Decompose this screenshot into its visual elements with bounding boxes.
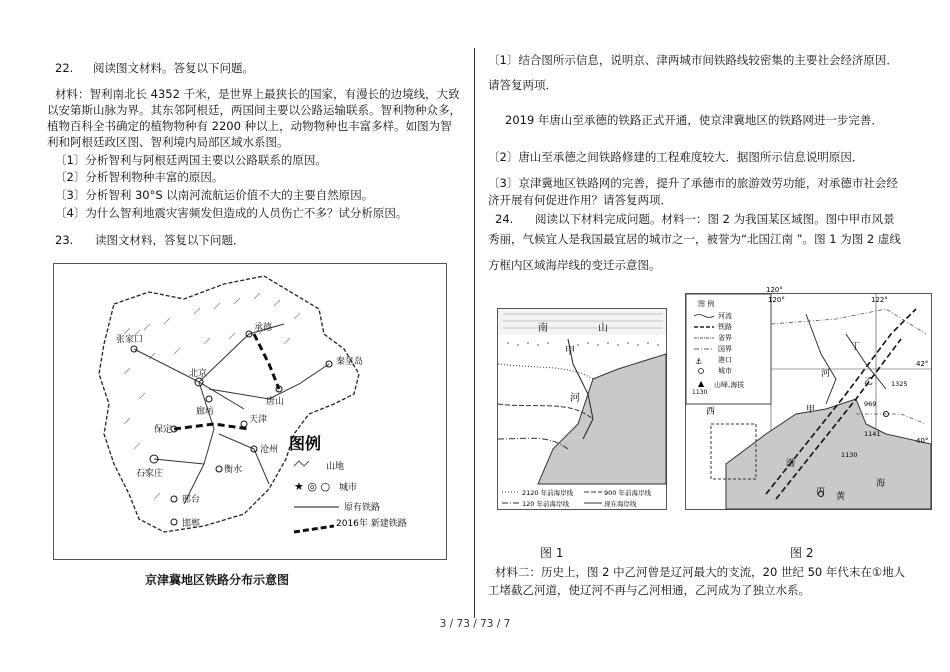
fig1-dots <box>507 342 659 346</box>
q22-sub-2: 〔2〕分析智利物种丰富的原因。 <box>55 170 224 184</box>
fig1-coast-2120 <box>498 364 593 379</box>
q22-sub-3: 〔3〕分析智利 30°S 以南河流航运价值不大的主要自然原因。 <box>55 188 374 202</box>
fig1-sea <box>538 354 666 484</box>
q23-title: 读图文材料，答复以下问题． <box>95 233 245 247</box>
fig2-legend-title: 图 例 <box>698 300 715 308</box>
q23-sub-2: 〔2〕唐山至承德之间铁路修建的工程难度较大．据图所示信息说明原因． <box>488 150 864 164</box>
q24-line-3: 方框内区域海岸线的变迁示意图。 <box>488 258 661 272</box>
legend-new-rail-line <box>294 526 334 532</box>
q24-line-2: 秀丽，气候宜人是我国最宜居的城市之一，被誉为“北国江南 ”。图 1 为图 2 虚线 <box>488 232 901 246</box>
fig2-label-xi: 西 <box>706 407 716 417</box>
label-tianjin: 天津 <box>249 415 268 425</box>
q22-material-line-3: 植物百科全书确定的植物物种有 2200 种以上，动物物种也丰富多样。如图为智 <box>47 119 452 133</box>
fig2-label-yi: 乙 <box>864 377 874 387</box>
material-2-line-1: 材料二：历史上，图 2 中乙河曾是辽河最大的支流，20 世纪 50 年代末在①地人 <box>495 565 906 579</box>
figure-2-svg <box>686 286 931 509</box>
fig2-legend-river: 河流 <box>718 312 732 320</box>
fig2-legend-port: 港口 <box>718 356 732 364</box>
fig2-lon-120: 120° <box>766 286 783 294</box>
q24-number: 24. <box>495 212 514 226</box>
fig1-label-nan: 南 <box>538 323 548 334</box>
legend-mountain: 山地 <box>326 462 345 472</box>
q23-number: 23. <box>55 233 74 247</box>
fig1-legend-120: 120 年前海岸线 <box>522 500 569 508</box>
fig2-legend-peak-sample: 1130 <box>692 389 708 396</box>
label-hengshui: 衡水 <box>224 465 243 475</box>
fig1-legend-now: 现在海岸线 <box>604 500 637 508</box>
fig2-lat2-label: 40° <box>916 437 929 445</box>
q24-line-1: 阅读以下材料完成问题。材料一：图 2 为我国某区域图。图中甲市风景 <box>535 212 895 226</box>
fig2-legend-province: 省界 <box>718 334 732 342</box>
fig2-peak-1141: 1141 <box>864 430 881 438</box>
fig1-mountain-area <box>498 309 666 335</box>
material-2-line-2: 工堵截乙河道，使辽河不再与乙河相通，乙河成为了独立水系。 <box>488 583 810 597</box>
label-langfang: 廊坊 <box>196 407 215 417</box>
figure-1-svg <box>498 309 666 509</box>
fig2-label-hai: 海 <box>876 479 886 489</box>
fig2-label-ding: 丁 <box>851 342 861 352</box>
fig2-peak-969: 969 <box>864 400 877 408</box>
label-shijiazhuang: 石家庄 <box>136 469 164 479</box>
fig1-label-he: 河 <box>570 393 580 404</box>
fig2-label-huang: 黄 <box>836 492 846 502</box>
q23-sub-1b: 请答复两项． <box>488 78 557 92</box>
q23-sub-3b: 济开展有何促进作用？请答复两项． <box>488 193 672 207</box>
label-cangzhou: 沧州 <box>260 445 279 455</box>
figure-2 <box>685 286 932 510</box>
fig2-legend-peak: 山峰,海拔 <box>714 381 745 389</box>
rail-map-figure <box>53 263 447 560</box>
label-chengde: 承德 <box>254 323 273 333</box>
region-outline <box>99 276 359 532</box>
legend-rail: 原有铁路 <box>344 503 381 513</box>
fig1-label-shan: 山 <box>598 323 608 334</box>
q23-sub-1: 〔1〕结合图所示信息，说明京、津两城市间铁路线较密集的主要社会经济原因． <box>488 53 898 67</box>
fig2-rivers <box>806 314 886 404</box>
existing-railways <box>134 324 329 504</box>
label-beijing: 北京 <box>189 369 208 379</box>
fig1-coast-900 <box>498 404 593 419</box>
q23-note: 2019 年唐山至承德的铁路正式开通，使京津冀地区的铁路网进一步完善． <box>505 113 883 127</box>
fig2-lon2-label: 122° <box>871 296 888 304</box>
rail-map-svg <box>54 264 446 559</box>
label-zhangjiakou: 张家口 <box>116 335 144 345</box>
figure-1 <box>497 308 667 510</box>
q22-number: 22. <box>55 61 74 75</box>
legend-new-rail: 2016年 新建铁路 <box>336 519 407 529</box>
fig2-lon1-label: 120° <box>768 296 785 304</box>
fig2-legend-city: 城市 <box>718 367 732 375</box>
fig2-label-bing: 丙 <box>816 487 826 497</box>
legend-city: 城市 <box>339 483 358 493</box>
page-footer: 3 / 73 / 73 / 7 <box>439 618 511 630</box>
label-qinhuangdao: 秦皇岛 <box>336 357 364 367</box>
fig1-legend-900: 900 年前海岸线 <box>604 489 651 497</box>
fig2-peak-1325: 1325 <box>891 380 908 388</box>
rail-map-legend <box>289 434 407 532</box>
label-tangshan: 唐山 <box>266 397 285 407</box>
label-xingtai: 邢台 <box>182 495 201 505</box>
q22-material-line-4: 利和阿根廷政区图、智利境内局部区域水系图。 <box>47 135 289 149</box>
legend-title: 图例 <box>289 434 322 453</box>
fig1-caption: 图 1 <box>540 546 564 560</box>
q23-sub-3a: 〔3〕京津冀地区铁路网的完善，提升了承德市的旅游效劳功能，对承德市社会经 <box>488 176 898 190</box>
label-baoding: 保定 <box>154 425 173 435</box>
peak-icon: ▲ <box>698 379 705 388</box>
label-handan: 邯郸 <box>182 519 201 529</box>
rail-map-caption: 京津冀地区铁路分布示意图 <box>145 573 290 587</box>
fig2-label-jia: 甲 <box>806 405 816 415</box>
q22-material-line-2: 以安第斯山脉为界。其东邻阿根廷，两国间主要以公路运输联系。智利物种众多， <box>47 103 461 117</box>
fig2-legend-border: 国界 <box>718 345 732 353</box>
fig1-label-jia: 甲 <box>565 346 575 357</box>
column-divider <box>474 48 475 618</box>
fig2-label-he: 河 <box>821 369 831 379</box>
fig2-peak-1130: 1130 <box>841 451 858 459</box>
q22-title: 阅读图文材料。答复以下问题。 <box>93 61 254 75</box>
q22-material-line-1: 材料：智利南北长 4352 千米，是世界上最狭长的国家，有漫长的边境线，大致 <box>55 87 460 101</box>
fig2-caption: 图 2 <box>790 546 814 560</box>
q22-sub-1: 〔1〕分析智利与阿根廷两国主要以公路联系的原因。 <box>55 153 327 167</box>
anchor-icon: ⚓ <box>695 357 703 366</box>
fig2-lat1-label: 42° <box>916 360 929 368</box>
legend-city-symbols: ★ ◎ ○ <box>294 480 331 493</box>
fig2-label-bohai: 渤 <box>786 459 796 469</box>
fig2-legend-rail: 铁路 <box>718 323 732 331</box>
fig1-legend-2120: 2120 年前海岸线 <box>522 489 574 497</box>
q22-sub-4: 〔4〕为什么智利地震灾害频发但造成的人员伤亡不多？试分析原因。 <box>55 206 408 220</box>
